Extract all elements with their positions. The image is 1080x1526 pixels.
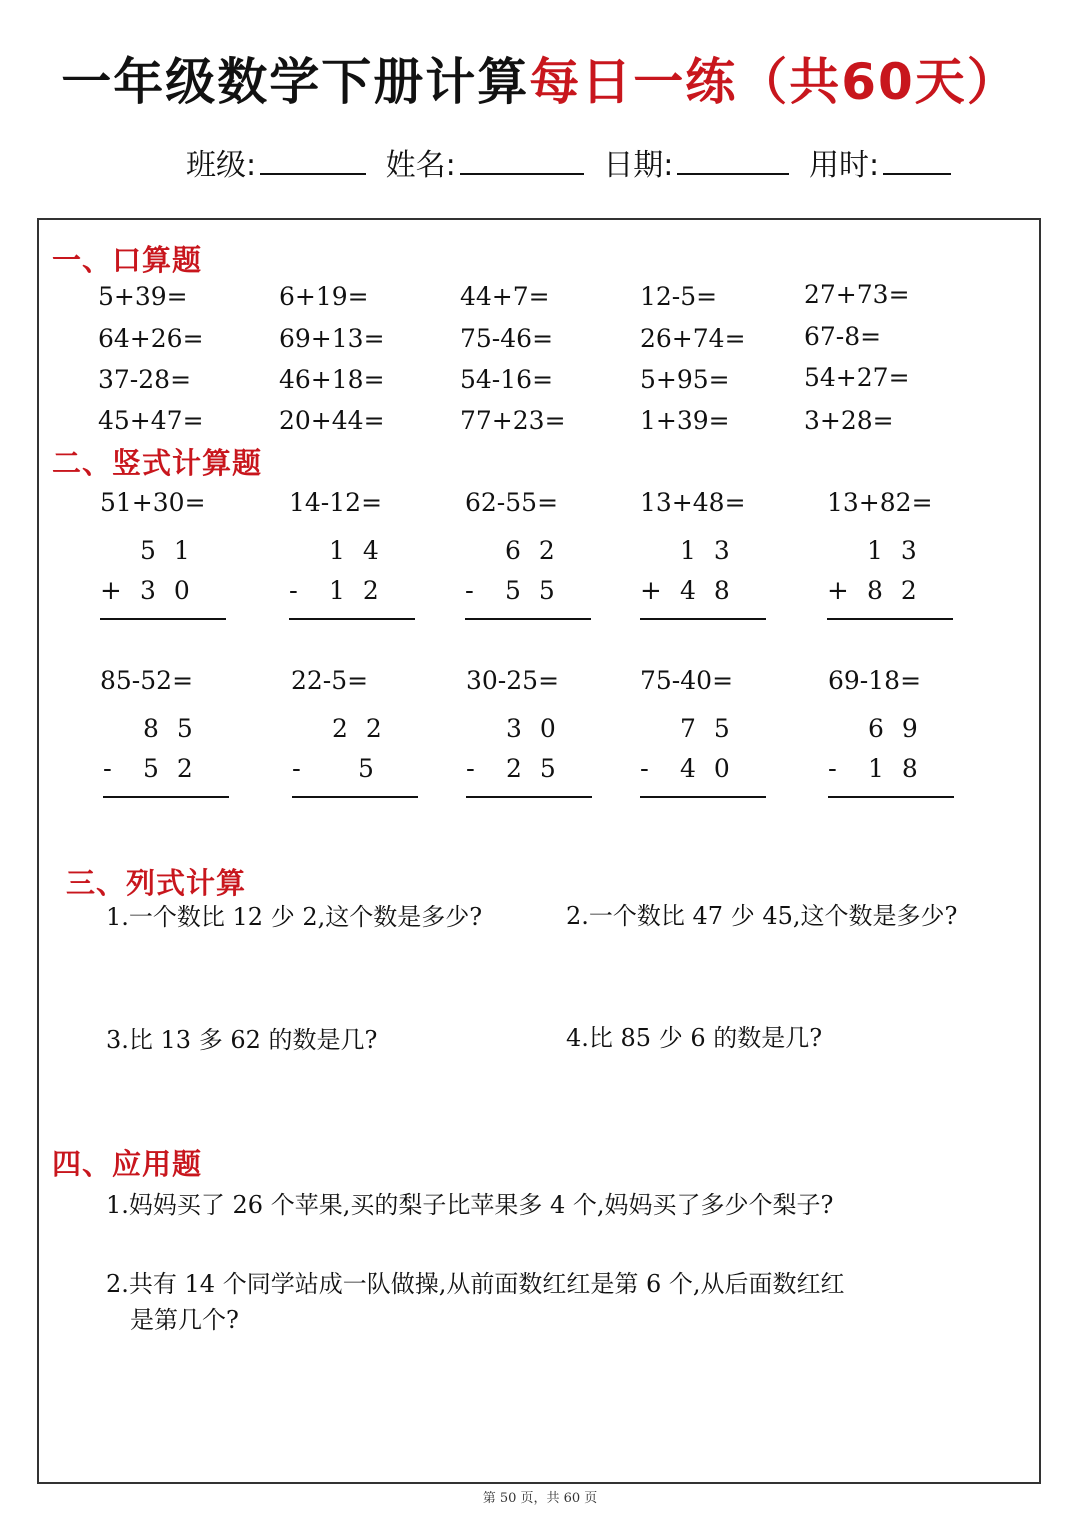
oral-problem: 54-16= — [460, 365, 554, 394]
vertical-bottom-number: 52 — [143, 754, 211, 783]
oral-problem: 3+28= — [804, 406, 894, 435]
vertical-operator: - — [289, 576, 298, 606]
vertical-top-number: 13 — [680, 536, 748, 565]
vertical-top-number: 30 — [506, 714, 574, 743]
vertical-problem — [465, 536, 591, 616]
answer-line — [292, 796, 418, 798]
vertical-equation: 62-55= — [465, 488, 559, 517]
vertical-problem — [828, 714, 954, 794]
list-question-1: 1.一个数比 12 少 2,这个数是多少? — [106, 903, 483, 931]
section-word-title: 四、应用题 — [52, 1147, 203, 1181]
list-question-4: 4.比 85 少 6 的数是几? — [566, 1024, 823, 1052]
oral-problem: 54+27= — [804, 363, 910, 392]
vertical-top-number: 62 — [505, 536, 573, 565]
student-info-row — [186, 140, 1046, 184]
oral-problem: 69+13= — [279, 324, 385, 353]
vertical-problem — [103, 714, 229, 794]
oral-problem: 44+7= — [460, 282, 550, 311]
vertical-problem — [466, 714, 592, 794]
oral-problem: 5+95= — [640, 365, 730, 394]
oral-problem: 5+39= — [98, 282, 188, 311]
oral-problem: 6+19= — [279, 282, 369, 311]
vertical-top-number: 75 — [680, 714, 748, 743]
vertical-bottom-number: 30 — [140, 576, 208, 605]
vertical-equation: 75-40= — [640, 666, 734, 695]
word-question-2 — [106, 1266, 1006, 1338]
section-list-title: 三、列式计算 — [66, 866, 247, 900]
vertical-equation: 22-5= — [291, 666, 369, 695]
vertical-equation: 51+30= — [100, 488, 206, 517]
oral-problem: 67-8= — [804, 322, 882, 351]
vertical-operator: + — [640, 576, 662, 606]
vertical-top-number: 51 — [140, 536, 208, 565]
vertical-bottom-number: 55 — [505, 576, 573, 605]
vertical-bottom-number: 82 — [867, 576, 935, 605]
answer-line — [100, 618, 226, 620]
vertical-equation: 13+48= — [640, 488, 746, 517]
vertical-bottom-number: 12 — [329, 576, 397, 605]
answer-line — [465, 618, 591, 620]
vertical-operator: + — [100, 576, 122, 606]
vertical-top-number: 85 — [143, 714, 211, 743]
title-black: 一年级数学下册计算 — [61, 53, 530, 111]
oral-problem: 75-46= — [460, 324, 554, 353]
vertical-operator: - — [466, 754, 475, 784]
oral-problem: 45+47= — [98, 406, 204, 435]
vertical-bottom-number: 48 — [680, 576, 748, 605]
vertical-problem — [100, 536, 226, 616]
vertical-equation: 85-52= — [100, 666, 194, 695]
vertical-equation: 69-18= — [828, 666, 922, 695]
answer-line — [640, 796, 766, 798]
vertical-top-number: 22 — [332, 714, 400, 743]
time-label: 用时: — [808, 148, 880, 183]
list-question-2: 2.一个数比 47 少 45,这个数是多少? — [566, 902, 958, 930]
vertical-problem — [640, 714, 766, 794]
vertical-equation: 30-25= — [466, 666, 560, 695]
vertical-bottom-number: 40 — [680, 754, 748, 783]
vertical-problem — [640, 536, 766, 616]
class-label: 班级: — [186, 148, 257, 183]
word-question-2-line-2: 是第几个? — [130, 1306, 239, 1334]
section-vertical-title: 二、竖式计算题 — [52, 446, 263, 480]
date-label: 日期: — [603, 148, 674, 183]
oral-problem: 12-5= — [640, 282, 718, 311]
section-oral-title: 一、口算题 — [52, 243, 203, 277]
name-label: 姓名: — [385, 148, 456, 183]
vertical-operator: - — [292, 754, 301, 784]
oral-problem: 77+23= — [460, 406, 566, 435]
vertical-operator: + — [827, 576, 849, 606]
answer-line — [103, 796, 229, 798]
answer-line — [289, 618, 415, 620]
page-title — [0, 42, 1080, 114]
vertical-bottom-number: 18 — [868, 754, 936, 783]
oral-problem: 27+73= — [804, 280, 910, 309]
answer-line — [466, 796, 592, 798]
vertical-operator: - — [465, 576, 474, 606]
word-question-1: 1.妈妈买了 26 个苹果,买的梨子比苹果多 4 个,妈妈买了多少个梨子? — [106, 1191, 834, 1219]
vertical-problem — [292, 714, 418, 794]
oral-problem: 26+74= — [640, 324, 746, 353]
vertical-top-number: 14 — [329, 536, 397, 565]
vertical-bottom-number: 25 — [506, 754, 574, 783]
oral-problem: 46+18= — [279, 365, 385, 394]
class-blank[interactable] — [260, 147, 366, 175]
vertical-problem — [827, 536, 953, 616]
title-red: 每日一练（共60天） — [529, 53, 1019, 111]
date-blank[interactable] — [677, 147, 789, 175]
list-question-3: 3.比 13 多 62 的数是几? — [106, 1026, 378, 1054]
oral-problem: 64+26= — [98, 324, 204, 353]
oral-problem: 37-28= — [98, 365, 192, 394]
vertical-problem — [289, 536, 415, 616]
name-blank[interactable] — [460, 147, 584, 175]
vertical-top-number: 13 — [867, 536, 935, 565]
time-blank[interactable] — [883, 147, 951, 175]
vertical-equation: 14-12= — [289, 488, 383, 517]
vertical-equation: 13+82= — [827, 488, 933, 517]
vertical-operator: - — [828, 754, 837, 784]
word-question-2-line-1: 2.共有 14 个同学站成一队做操,从前面数红红是第 6 个,从后面数红红 — [106, 1270, 845, 1298]
answer-line — [640, 618, 766, 620]
oral-problem: 1+39= — [640, 406, 730, 435]
page-footer: 第 50 页，共 60 页 — [482, 1491, 598, 1506]
answer-line — [828, 796, 954, 798]
vertical-operator: - — [103, 754, 112, 784]
vertical-operator: - — [640, 754, 649, 784]
vertical-bottom-number: 5 — [332, 754, 392, 783]
answer-line — [827, 618, 953, 620]
oral-problem: 20+44= — [279, 406, 385, 435]
vertical-top-number: 69 — [868, 714, 936, 743]
